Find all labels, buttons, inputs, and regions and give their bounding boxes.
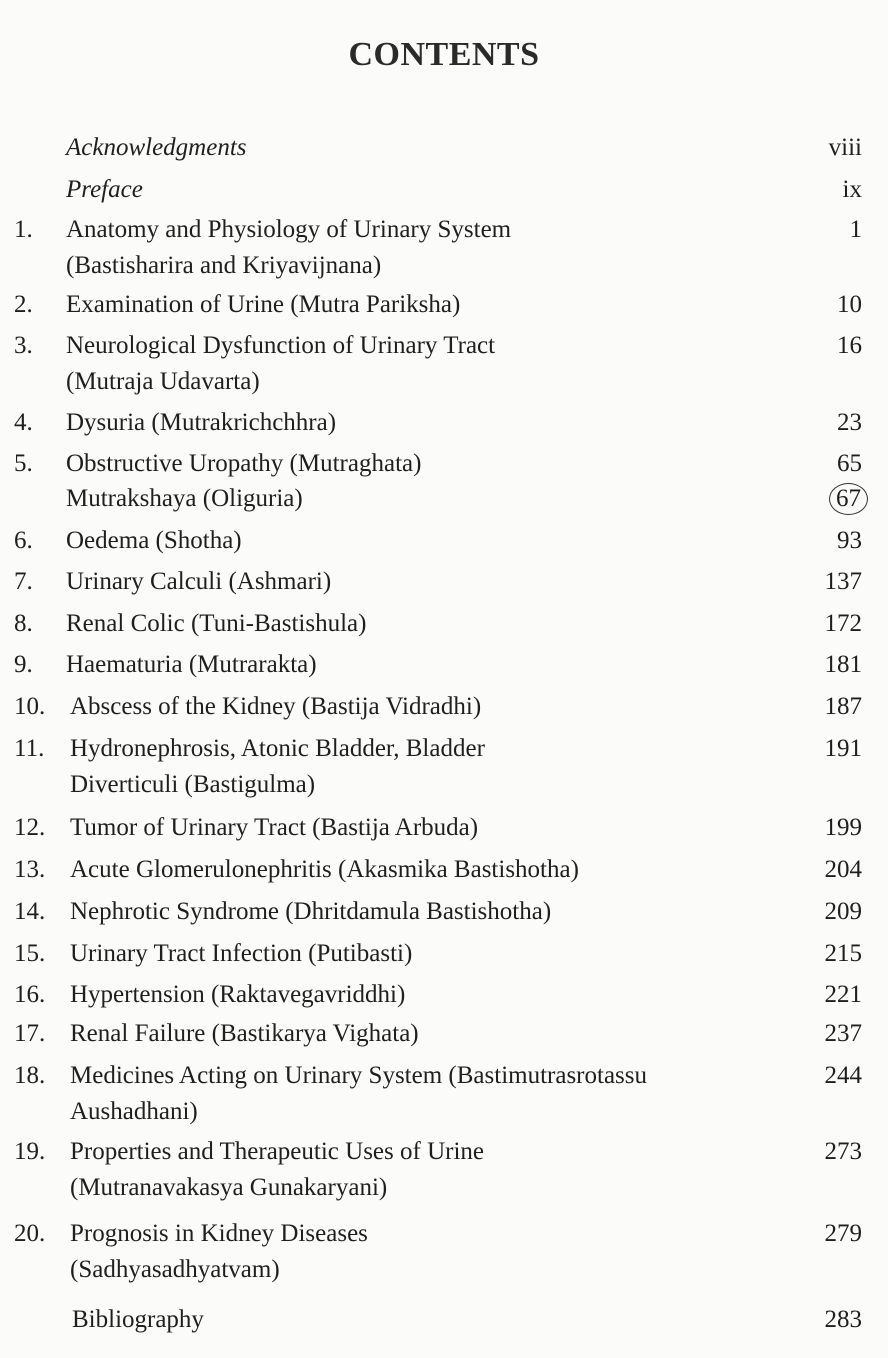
entry-page: 172 xyxy=(824,610,862,637)
entry-title xyxy=(70,1134,800,1206)
entry-title: Obstructive Uropathy (Mutraghata) xyxy=(66,450,422,477)
entry-page: 199 xyxy=(824,814,862,841)
entry-title-line1: Hydronephrosis, Atonic Bladder, Bladder xyxy=(70,735,485,762)
entry-title: Mutrakshaya (Oliguria) xyxy=(66,485,303,512)
entry-page: 191 xyxy=(824,735,862,762)
entry-page: 283 xyxy=(824,1306,862,1333)
entry-title: Examination of Urine (Mutra Pariksha) xyxy=(66,291,461,318)
entry-title-line2: Aushadhani) xyxy=(70,1098,198,1125)
entry-title-line1: Properties and Therapeutic Uses of Urine xyxy=(70,1138,484,1165)
entry-number: 6. xyxy=(14,527,33,554)
entry-number: 9. xyxy=(14,651,33,678)
entry-title xyxy=(70,1058,782,1130)
entry-page: 244 xyxy=(824,1062,862,1089)
entry-number: 7. xyxy=(14,568,33,595)
entry-page: 209 xyxy=(824,898,862,925)
entry-page: 10 xyxy=(837,291,862,318)
entry-number: 11. xyxy=(14,735,45,762)
entry-page: 181 xyxy=(824,651,862,678)
entry-page: 1 xyxy=(849,216,862,243)
entry-page-value: 67 xyxy=(829,483,868,515)
entry-number: 14. xyxy=(14,898,46,925)
entry-page-circled xyxy=(829,481,862,517)
entry-page: 65 xyxy=(837,450,862,477)
entry-page: 273 xyxy=(824,1138,862,1165)
entry-page: 221 xyxy=(824,981,862,1008)
entry-title-line1: Medicines Acting on Urinary System (Bastimutrasrotassu xyxy=(70,1062,648,1089)
entry-title xyxy=(70,731,800,803)
entry-title-line1: Neurological Dysfunction of Urinary Tract xyxy=(66,332,496,359)
entry-title: Acute Glomerulonephritis (Akasmika Bastishotha) xyxy=(70,856,579,883)
entry-title xyxy=(66,212,796,284)
entry-number: 13. xyxy=(14,856,46,883)
entry-number: 10. xyxy=(14,693,46,720)
entry-number: 18. xyxy=(14,1062,46,1089)
entry-title-line2: (Bastisharira and Kriyavijnana) xyxy=(66,252,382,279)
entry-title: Abscess of the Kidney (Bastija Vidradhi) xyxy=(70,693,482,720)
entry-number: 4. xyxy=(14,409,33,436)
entry-title: Preface xyxy=(66,176,143,203)
entry-title: Bibliography xyxy=(72,1306,204,1333)
entry-title: Dysuria (Mutrakrichchhra) xyxy=(66,409,337,436)
entry-page: 215 xyxy=(824,940,862,967)
entry-title: Hypertension (Raktavegavriddhi) xyxy=(70,981,406,1008)
entry-page: 23 xyxy=(837,409,862,436)
entry-page: 93 xyxy=(837,527,862,554)
entry-title: Haematuria (Mutrarakta) xyxy=(66,651,317,678)
entry-page: 187 xyxy=(824,693,862,720)
entry-page: 237 xyxy=(824,1020,862,1047)
entry-title-line2: (Mutraja Udavarta) xyxy=(66,368,260,395)
entry-title xyxy=(66,328,796,400)
entry-title: Urinary Calculi (Ashmari) xyxy=(66,568,332,595)
entry-title xyxy=(70,1216,800,1288)
entry-page: 16 xyxy=(837,332,862,359)
entry-page: 137 xyxy=(824,568,862,595)
entry-title-line2: (Mutranavakasya Gunakaryani) xyxy=(70,1174,388,1201)
entry-title: Urinary Tract Infection (Putibasti) xyxy=(70,940,413,967)
entry-title-line2: (Sadhyasadhyatvam) xyxy=(70,1256,280,1283)
entry-page: 279 xyxy=(824,1220,862,1247)
entry-title: Oedema (Shotha) xyxy=(66,527,242,554)
entry-number: 5. xyxy=(14,450,33,477)
entry-title: Renal Failure (Bastikarya Vighata) xyxy=(70,1020,419,1047)
entry-number: 3. xyxy=(14,332,33,359)
entry-number: 2. xyxy=(14,291,33,318)
entry-title: Nephrotic Syndrome (Dhritdamula Bastishotha) xyxy=(70,898,552,925)
entry-number: 15. xyxy=(14,940,46,967)
entry-title-line1: Anatomy and Physiology of Urinary System xyxy=(66,216,512,243)
entry-page: viii xyxy=(828,134,862,161)
entry-title: Renal Colic (Tuni-Bastishula) xyxy=(66,610,367,637)
entry-title: Tumor of Urinary Tract (Bastija Arbuda) xyxy=(70,814,479,841)
entry-title-line1: Prognosis in Kidney Diseases xyxy=(70,1220,368,1247)
entry-number: 17. xyxy=(14,1020,46,1047)
page-title: CONTENTS xyxy=(348,36,540,73)
entry-number: 12. xyxy=(14,814,46,841)
entry-number: 16. xyxy=(14,981,46,1008)
entry-number: 1. xyxy=(14,216,33,243)
entry-page: ix xyxy=(842,176,862,203)
entry-title: Acknowledgments xyxy=(66,134,247,161)
entry-page: 204 xyxy=(824,856,862,883)
entry-number: 19. xyxy=(14,1138,46,1165)
entry-title-line2: Diverticuli (Bastigulma) xyxy=(70,771,316,798)
entry-number: 8. xyxy=(14,610,33,637)
entry-number: 20. xyxy=(14,1220,46,1247)
